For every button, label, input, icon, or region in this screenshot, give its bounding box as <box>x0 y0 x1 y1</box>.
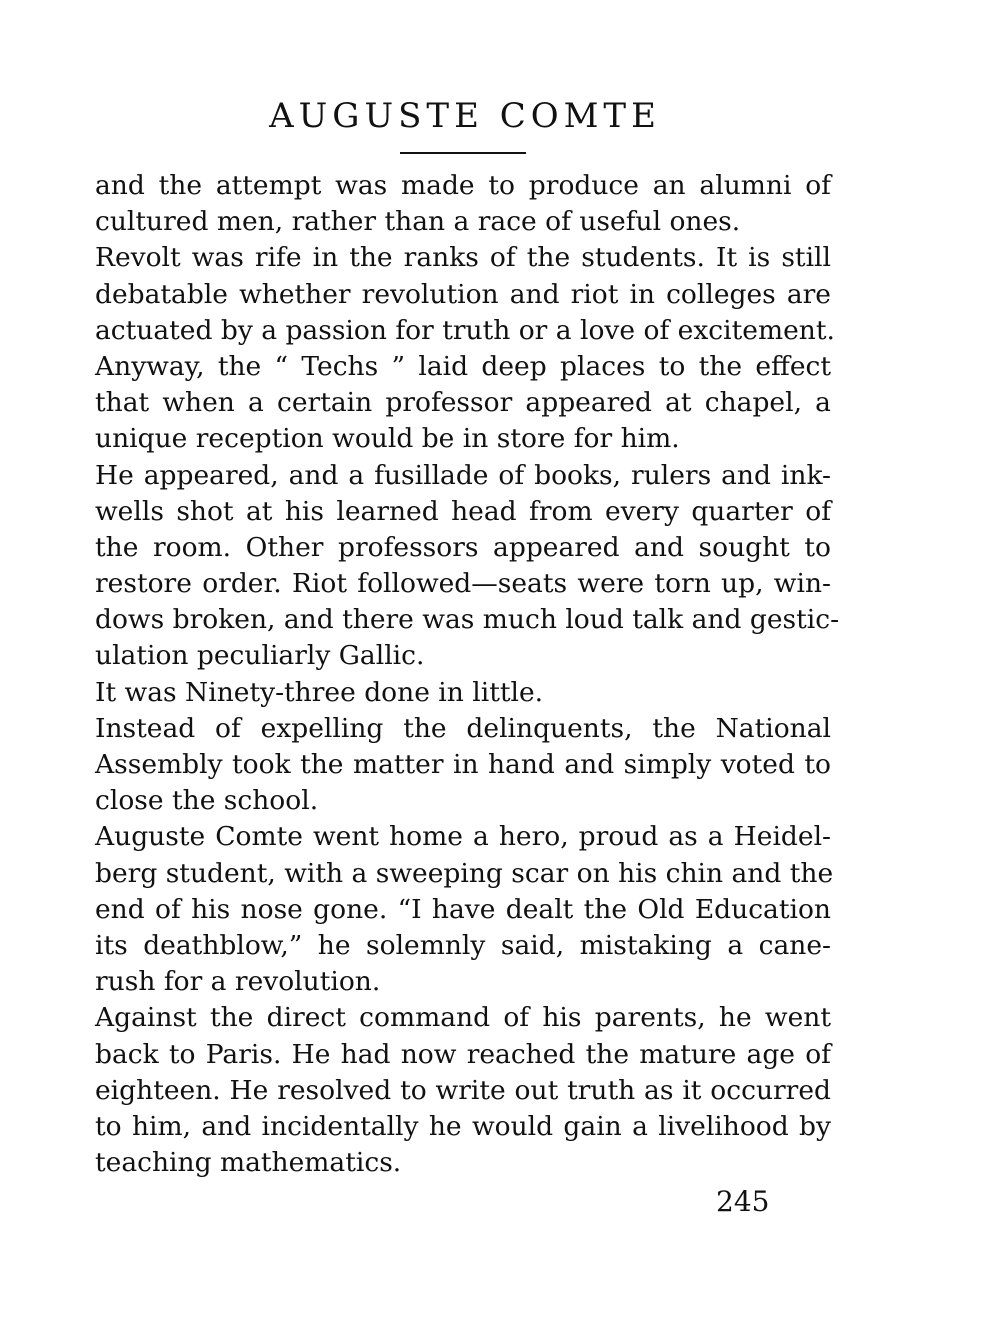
text-line: end of his nose gone. “I have dealt the Old Education <box>95 893 831 925</box>
text-line: that when a certain professor appeared at chapel, a <box>95 387 831 419</box>
text-line: teaching mathematics. <box>95 1147 402 1179</box>
page-number: 245 <box>716 1185 770 1218</box>
text-line: cultured men, rather than a race of useful ones. <box>95 206 741 238</box>
text-line: Anyway, the “ Techs ” laid deep places to the effect <box>95 350 831 382</box>
text-line: Revolt was rife in the ranks of the students. It is still <box>95 242 831 274</box>
text-line: and the attempt was made to produce an alumni of <box>95 170 831 201</box>
text-line: eighteen. He resolved to write out truth as it occurred <box>95 1074 831 1106</box>
text-line: its deathblow,” he solemnly said, mistaking a cane- <box>95 929 831 961</box>
text-line: close the school. <box>95 785 319 817</box>
text-line: wells shot at his learned head from every quarter of <box>95 495 831 527</box>
text-line: He appeared, and a fusillade of books, rulers and ink- <box>95 459 831 491</box>
page-body-text <box>95 168 840 1181</box>
text-line: Auguste Comte went home a hero, proud as a Heidel- <box>95 821 831 853</box>
text-line: It was Ninety-three done in little. <box>95 676 544 708</box>
text-line: berg student, with a sweeping scar on his chin and the <box>95 857 834 889</box>
text-line: Against the direct command of his parents, he went <box>95 1002 831 1034</box>
text-line: debatable whether revolution and riot in colleges are <box>95 278 831 310</box>
text-line: Assembly took the matter in hand and simply voted to <box>95 749 831 780</box>
text-line: rush for a revolution. <box>95 966 381 998</box>
text-line: back to Paris. He had now reached the mature age of <box>95 1038 831 1070</box>
text-line: restore order. Riot followed—seats were torn up, win- <box>95 568 831 600</box>
text-line: actuated by a passion for truth or a love of excitement. <box>95 314 835 346</box>
text-line: dows broken, and there was much loud talk and gestic- <box>95 604 840 636</box>
text-line: Instead of expelling the delinquents, the National <box>95 712 831 744</box>
text-line: to him, and incidentally he would gain a livelihood by <box>95 1110 831 1142</box>
text-line: the room. Other professors appeared and sought to <box>95 531 831 563</box>
text-line: ulation peculiarly Gallic. <box>95 640 425 672</box>
header-rule-divider <box>400 152 526 154</box>
running-head-title: AUGUSTE COMTE <box>269 96 661 136</box>
text-line: unique reception would be in store for him. <box>95 423 680 455</box>
